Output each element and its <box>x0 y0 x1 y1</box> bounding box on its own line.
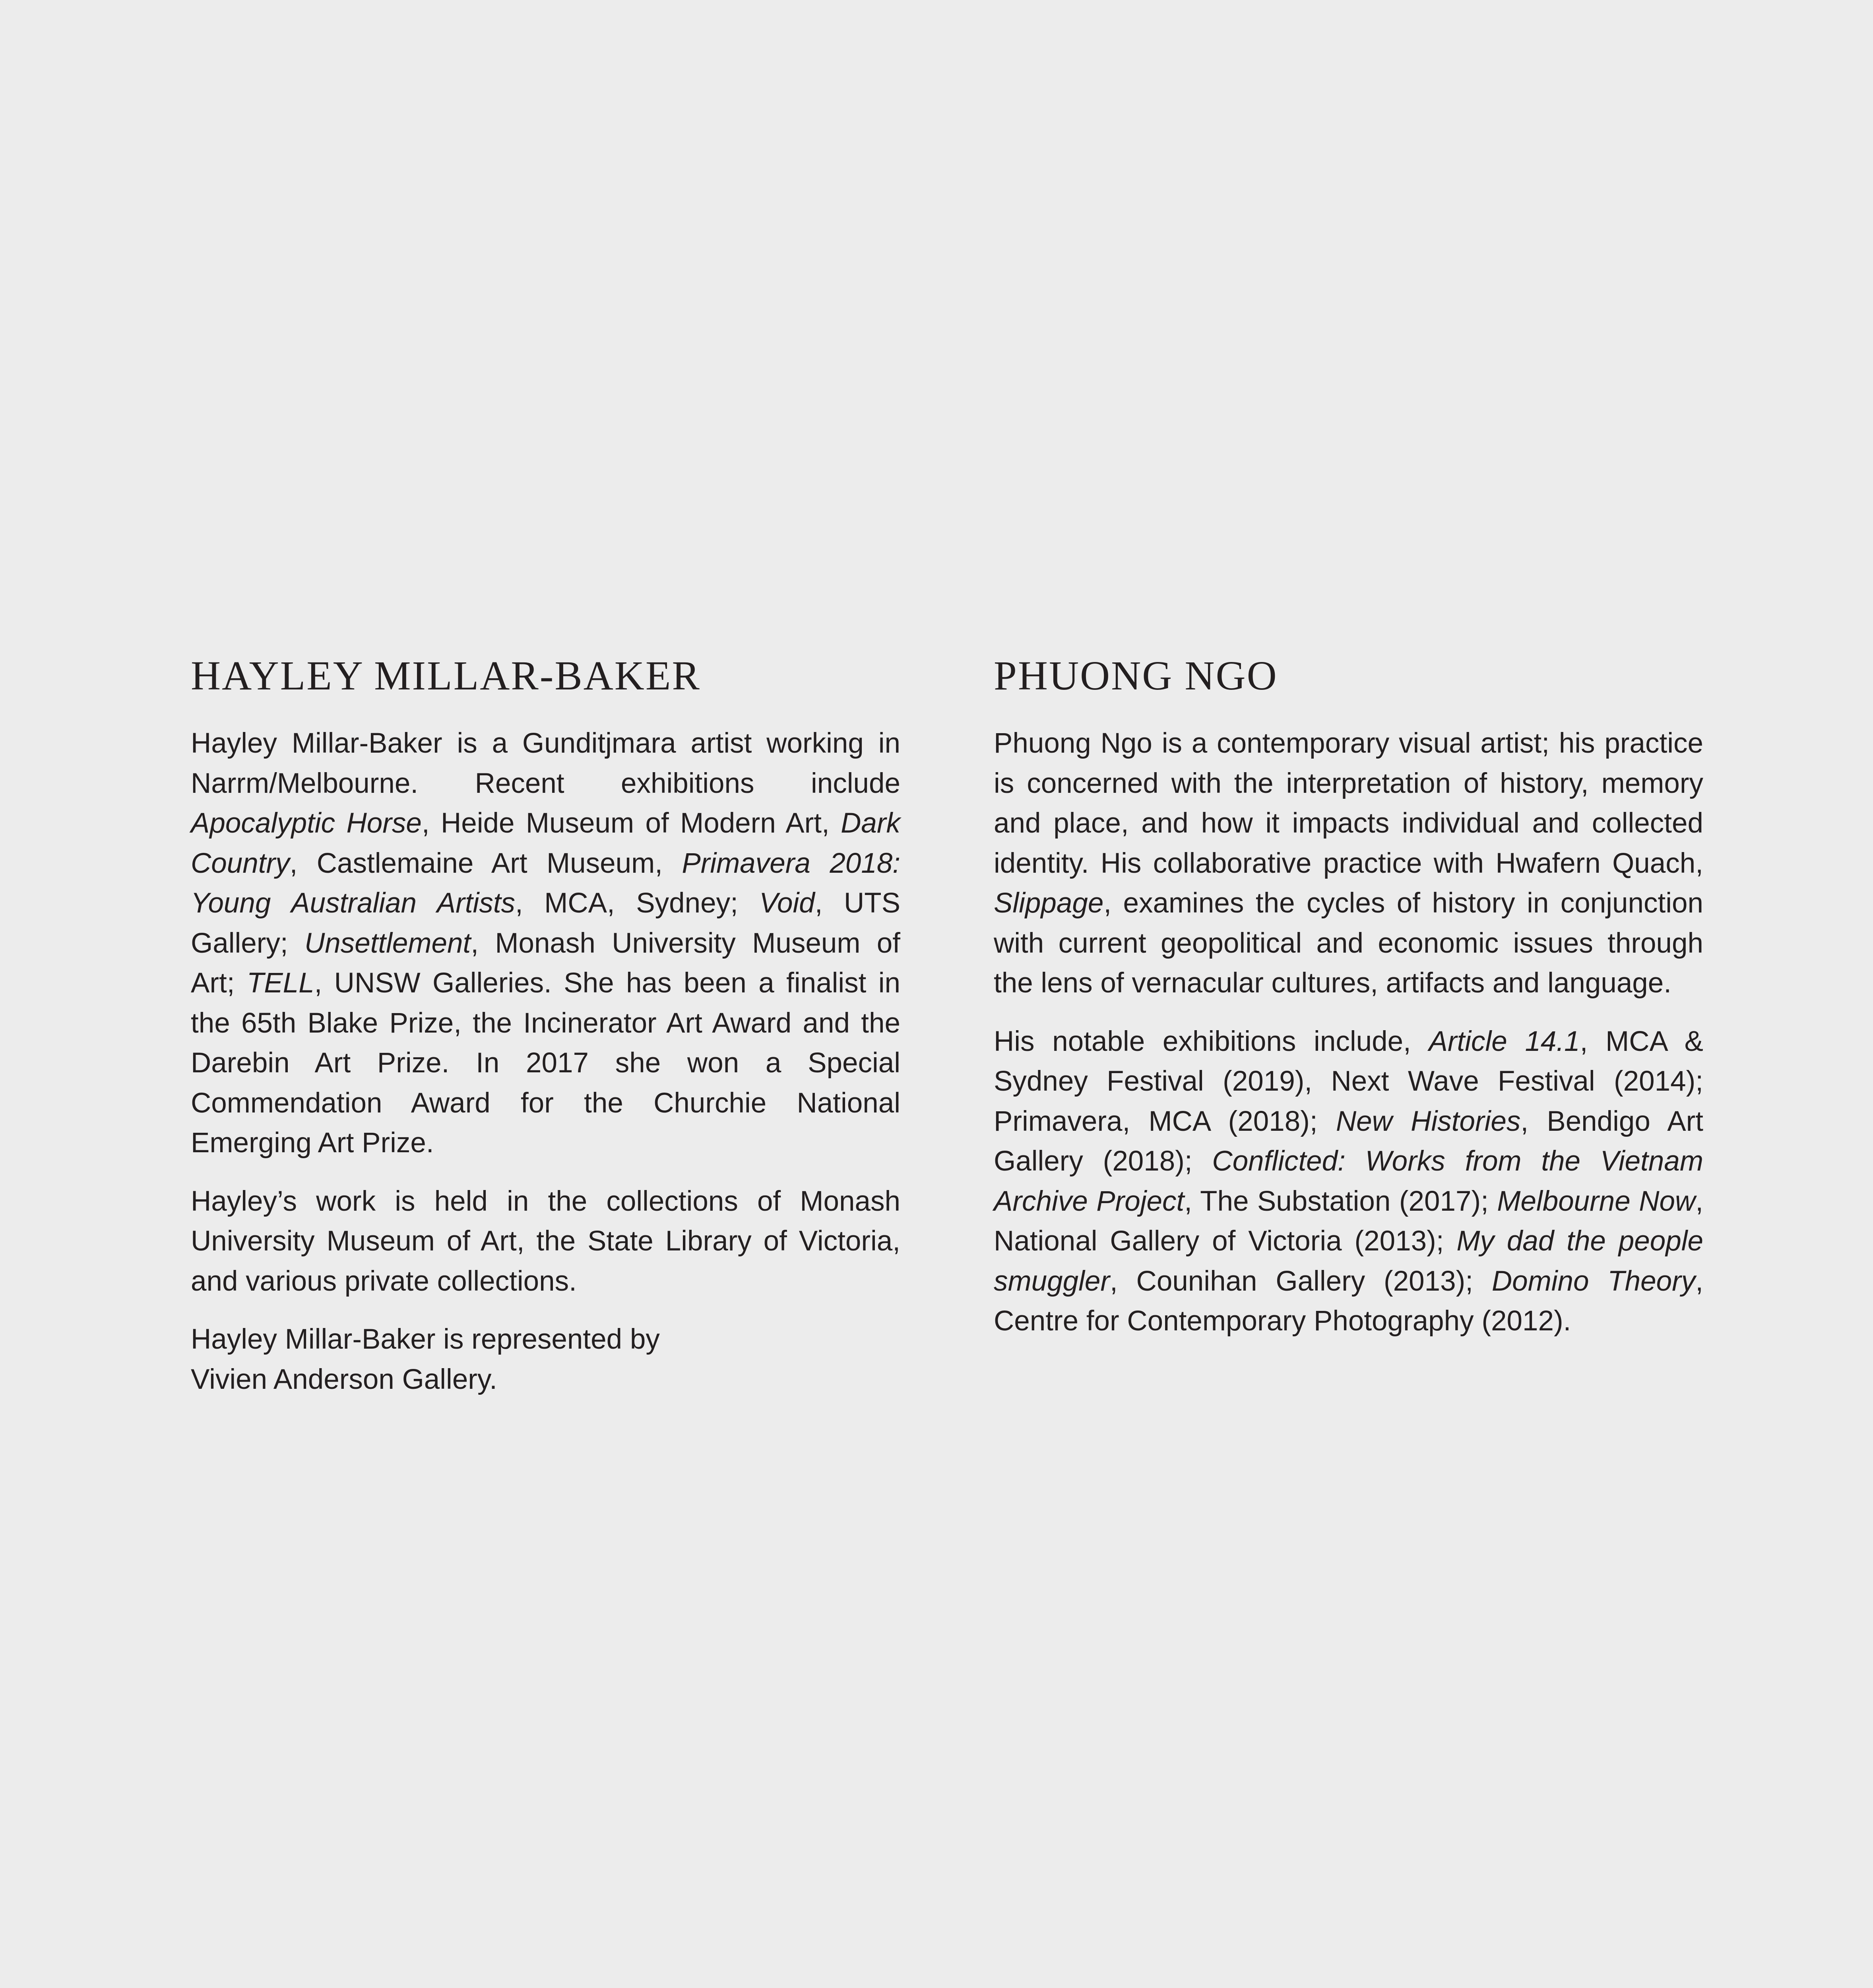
text-run: , Monash University Museum of Art; <box>191 927 900 999</box>
text-run: , examines the cycles of history in conjunction with current geopolitical and economic issues through the lens of vernacular cultures, artifacts and language. <box>994 887 1703 999</box>
bio-paragraph-exhibitions <box>994 1022 1703 1342</box>
text-run: , Castlemaine Art Museum, <box>289 847 682 879</box>
text-run: , MCA, Sydney; <box>515 887 760 919</box>
exhibition-title: TELL <box>246 967 314 999</box>
text-run: Vivien Anderson Gallery. <box>191 1363 497 1395</box>
bio-paragraph-representation <box>191 1320 900 1400</box>
text-run: , Heide Museum of Modern Art, <box>421 808 841 839</box>
hayley-millar-baker-bio <box>191 652 900 1418</box>
project-title: Slippage <box>994 887 1104 919</box>
text-run: His notable exhibitions include, <box>994 1025 1429 1057</box>
text-run: , MCA & Sydney Festival (2019), Next Wave Festival (2014); Primavera, MCA (2018); <box>994 1025 1703 1137</box>
artist-name-heading: HAYLEY MILLAR-BAKER <box>191 653 701 699</box>
artist-name-heading: PHUONG NGO <box>994 653 1278 699</box>
text-run: , Bendigo Art Gallery (2018); <box>994 1105 1703 1177</box>
exhibition-title: Article 14.1 <box>1429 1025 1580 1057</box>
text-run: , The Substation (2017); <box>1184 1185 1497 1217</box>
text-run: , Counihan Gallery (2013); <box>1110 1265 1492 1297</box>
bio-paragraph-exhibitions <box>191 724 900 1163</box>
text-run: Hayley Millar-Baker is a Gunditjmara artist working in Narrm/Melbourne. Recent exhibitions include <box>191 728 900 799</box>
exhibition-title: Domino Theory <box>1491 1265 1696 1297</box>
text-run: , UNSW Galleries. She has been a finalist in the 65th Blake Prize, the Incinerator Art Award and the Darebin Art Prize. In 2017 she won a Special Commendation Award for the Churchie National Emerging Art Prize. <box>191 967 900 1159</box>
text-run: , UTS Gallery; <box>191 887 900 959</box>
exhibition-title: Melbourne Now <box>1497 1185 1696 1217</box>
text-run: Phuong Ngo is a contemporary visual artist; his practice is concerned with the interpretation of history, memory and place, and how it impacts individual and collected identity. His collaborative practice with Hwafern Quach, <box>994 728 1703 879</box>
exhibition-title: Conflicted: Works from the Vietnam Archive Project <box>994 1145 1704 1217</box>
exhibition-title: My dad the people smuggler <box>994 1225 1703 1297</box>
exhibition-title: Void <box>759 887 815 919</box>
phuong-ngo-bio <box>994 652 1703 1360</box>
text-run: , National Gallery of Victoria (2013); <box>994 1185 1704 1257</box>
bio-paragraph-collections: Hayley’s work is held in the collections of Monash University Museum of Art, the State Library of Victoria, and various private collections. <box>191 1185 900 1297</box>
exhibition-title: Dark Country <box>191 808 900 879</box>
text-run: , Centre for Contemporary Photography (2012). <box>994 1265 1704 1337</box>
bio-paragraph-practice <box>994 724 1703 1004</box>
exhibition-title: Unsettlement <box>304 927 471 959</box>
exhibition-title: Apocalyptic Horse <box>191 808 422 839</box>
exhibition-title: Primavera 2018: Young Australian Artists <box>191 847 900 919</box>
text-run: Hayley Millar-Baker is represented by <box>191 1324 660 1355</box>
exhibition-title: New Histories <box>1336 1105 1521 1137</box>
